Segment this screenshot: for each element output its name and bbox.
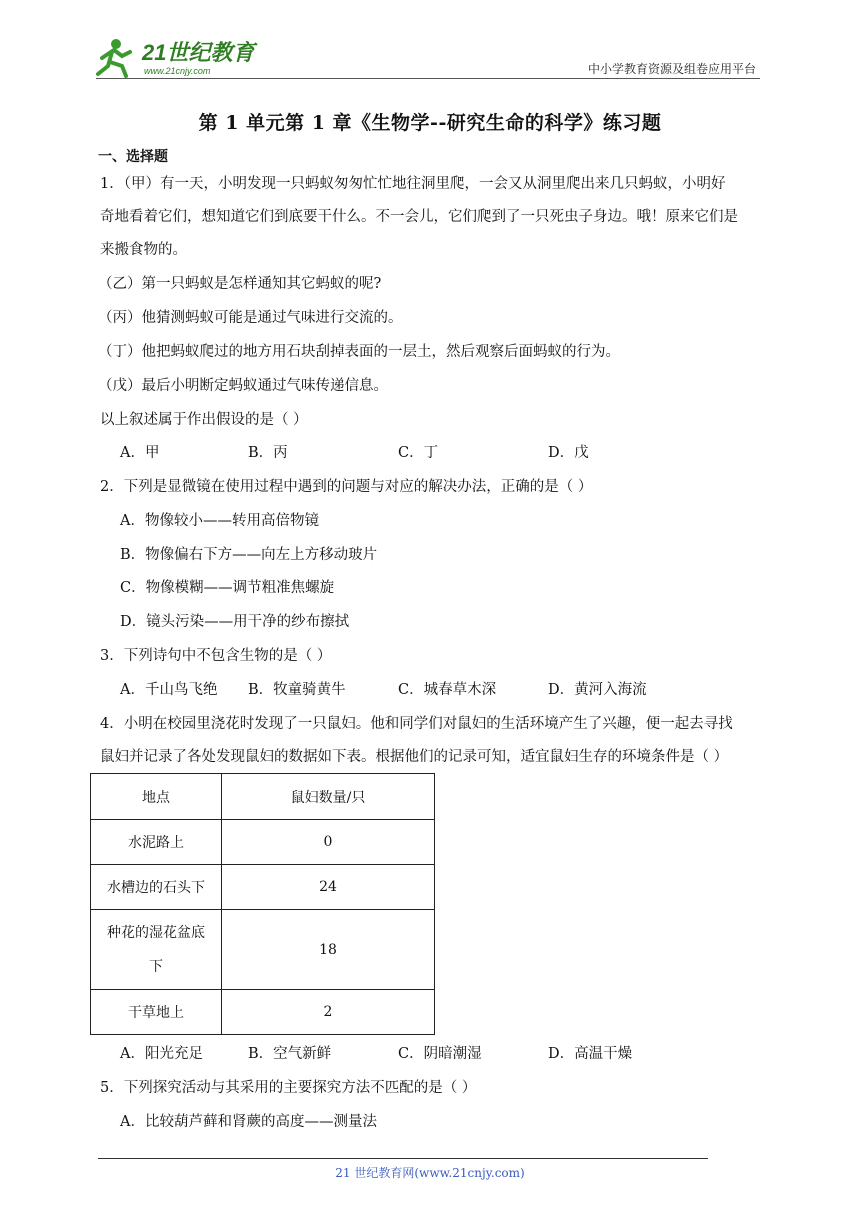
q4-option-b[interactable]: B．空气新鲜 xyxy=(248,1046,332,1062)
q5-stem: 5．下列探究活动与其采用的主要探究方法不匹配的是（ ） xyxy=(100,1080,477,1096)
table-cell: 24 xyxy=(222,865,435,910)
q1-line: （丙）他猜测蚂蚁可能是通过气味进行交流的。 xyxy=(98,310,403,326)
table-row xyxy=(91,865,435,910)
table-header-row xyxy=(91,774,435,820)
q1-option-a[interactable]: A．甲 xyxy=(120,445,160,461)
q2-stem: 2．下列是显微镜在使用过程中遇到的问题与对应的解决办法，正确的是（ ） xyxy=(100,479,593,495)
q2-option-c[interactable]: C．物像模糊——调节粗准焦螺旋 xyxy=(120,580,335,596)
runner-icon xyxy=(98,39,130,76)
q1-line: 1．（甲）有一天，小明发现一只蚂蚁匆匆忙忙地往洞里爬，一会又从洞里爬出来几只蚂蚁，小明好 xyxy=(100,176,726,192)
q1-option-c[interactable]: C．丁 xyxy=(398,445,439,461)
q3-option-c[interactable]: C．城春草木深 xyxy=(398,682,497,698)
table-cell: 18 xyxy=(222,910,435,990)
q1-line: （丁）他把蚂蚁爬过的地方用石块刮掉表面的一层土，然后观察后面蚂蚁的行为。 xyxy=(98,344,620,360)
q2-option-a[interactable]: A．物像较小——转用高倍物镜 xyxy=(120,513,319,529)
table-cell xyxy=(91,910,222,990)
table-header-cell: 地点 xyxy=(91,774,222,820)
q1-line: （乙）第一只蚂蚁是怎样通知其它蚂蚁的呢? xyxy=(98,276,382,292)
header-divider xyxy=(96,78,760,79)
table-row xyxy=(91,990,435,1035)
platform-name: 中小学教育资源及组卷应用平台 xyxy=(587,62,756,76)
page-title: 第 1 单元第 1 章《生物学--研究生命的科学》练习题 xyxy=(198,112,662,134)
logo-url: www.21cnjy.com xyxy=(144,66,211,76)
table-cell: 2 xyxy=(222,990,435,1035)
table-cell: 干草地上 xyxy=(91,990,222,1035)
site-logo xyxy=(92,36,262,78)
footer-divider xyxy=(98,1158,708,1159)
table-row xyxy=(91,910,435,990)
table-cell-text-wrap: 下 xyxy=(149,958,163,975)
footer-link[interactable]: 21 世纪教育网(www.21cnjy.com) xyxy=(335,1166,525,1180)
table-row xyxy=(91,820,435,865)
q4-option-c[interactable]: C．阴暗潮湿 xyxy=(398,1046,482,1062)
q3-option-b[interactable]: B．牧童骑黄牛 xyxy=(248,682,346,698)
table-cell: 水槽边的石头下 xyxy=(91,865,222,910)
q3-option-d[interactable]: D．黄河入海流 xyxy=(548,682,647,698)
q3-stem: 3．下列诗句中不包含生物的是（ ） xyxy=(100,648,332,664)
q4-line: 4．小明在校园里浇花时发现了一只鼠妇。他和同学们对鼠妇的生活环境产生了兴趣，便一起去寻找 xyxy=(100,716,733,732)
table-header-cell: 鼠妇数量/只 xyxy=(222,774,435,820)
q5-option-a[interactable]: A．比较葫芦藓和肾蕨的高度——测量法 xyxy=(120,1114,377,1130)
q2-option-d[interactable]: D．镜头污染——用干净的纱布擦拭 xyxy=(120,614,350,630)
q1-line: 来搬食物的。 xyxy=(100,242,187,258)
q2-option-b[interactable]: B．物像偏右下方——向左上方移动玻片 xyxy=(120,547,378,563)
section-heading: 一、选择题 xyxy=(98,149,168,165)
q4-line: 鼠妇并记录了各处发现鼠妇的数据如下表。根据他们的记录可知，适宜鼠妇生存的环境条件是（ ） xyxy=(100,749,729,765)
table-cell: 0 xyxy=(222,820,435,865)
q1-line: 奇地看着它们，想知道它们到底要干什么。不一会儿，它们爬到了一只死虫子身边。哦！原来它们是 xyxy=(100,209,738,225)
table-cell-text: 种花的湿花盆底 xyxy=(107,924,205,941)
q3-option-a[interactable]: A．千山鸟飞绝 xyxy=(120,682,218,698)
q4-option-d[interactable]: D．高温干燥 xyxy=(548,1046,633,1062)
q1-line: （戊）最后小明断定蚂蚁通过气味传递信息。 xyxy=(98,378,388,394)
woodlouse-table xyxy=(90,773,435,1035)
q4-option-a[interactable]: A．阳光充足 xyxy=(120,1046,203,1062)
q1-option-d[interactable]: D．戊 xyxy=(548,445,589,461)
table-cell: 水泥路上 xyxy=(91,820,222,865)
logo-text: 21世纪教育 xyxy=(142,40,255,65)
q1-option-b[interactable]: B．丙 xyxy=(248,445,288,461)
q1-prompt: 以上叙述属于作出假设的是（ ） xyxy=(100,412,308,428)
